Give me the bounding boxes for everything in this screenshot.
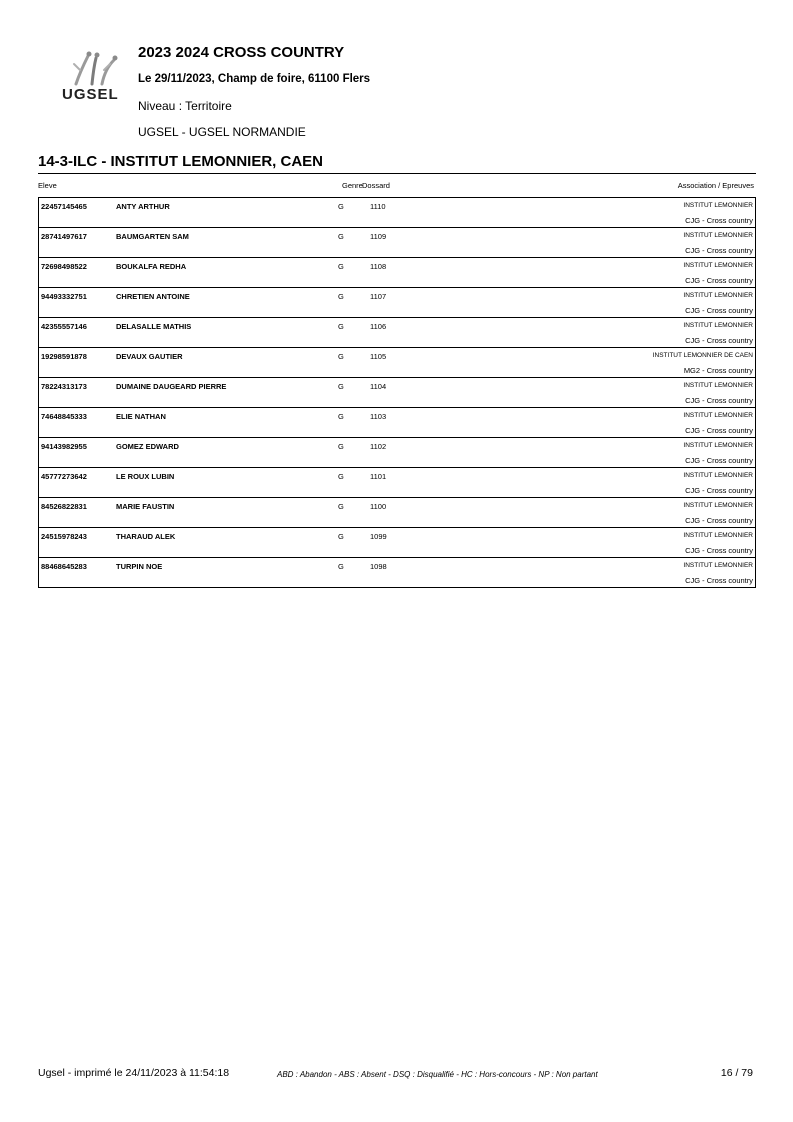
column-header — [38, 173, 756, 193]
organization: UGSEL - UGSEL NORMANDIE — [138, 125, 306, 139]
athlete-name: DELASALLE MATHIS — [116, 322, 192, 331]
athlete-name: LE ROUX LUBIN — [116, 472, 175, 481]
athlete-association: INSTITUT LEMONNIER DE CAEN — [652, 352, 753, 359]
logo-text: UGSEL — [62, 86, 119, 103]
table-row — [39, 258, 755, 288]
athlete-genre: G — [338, 352, 344, 361]
athlete-association: INSTITUT LEMONNIER — [683, 292, 753, 299]
athlete-dossard: 1106 — [370, 322, 387, 331]
athlete-name: MARIE FAUSTIN — [116, 502, 175, 511]
athlete-association: INSTITUT LEMONNIER — [683, 472, 753, 479]
athlete-association: INSTITUT LEMONNIER — [683, 412, 753, 419]
athlete-association: INSTITUT LEMONNIER — [683, 232, 753, 239]
athlete-id: 88468645283 — [41, 562, 87, 571]
athlete-genre: G — [338, 382, 344, 391]
athlete-genre: G — [338, 412, 344, 421]
athlete-id: 94493332751 — [41, 292, 87, 301]
athlete-epreuve: CJG - Cross country — [685, 576, 753, 585]
table-row — [39, 438, 755, 468]
athlete-epreuve: CJG - Cross country — [685, 216, 753, 225]
athlete-genre: G — [338, 202, 344, 211]
col-association: Association / Epreuves — [677, 181, 754, 190]
athlete-epreuve: CJG - Cross country — [685, 396, 753, 405]
athlete-dossard: 1102 — [370, 442, 387, 451]
athlete-dossard: 1099 — [370, 532, 387, 541]
athlete-dossard: 1098 — [370, 562, 387, 571]
table-row — [39, 558, 755, 587]
athlete-epreuve: CJG - Cross country — [685, 456, 753, 465]
table-row — [39, 468, 755, 498]
athlete-association: INSTITUT LEMONNIER — [683, 502, 753, 509]
runners-icon — [66, 50, 122, 86]
athlete-id: 78224313173 — [41, 382, 87, 391]
athlete-genre: G — [338, 472, 344, 481]
athlete-name: DEVAUX GAUTIER — [116, 352, 183, 361]
athlete-dossard: 1105 — [370, 352, 387, 361]
athlete-genre: G — [338, 292, 344, 301]
page-number: 16 / 79 — [720, 1067, 753, 1079]
athlete-epreuve: MG2 - Cross country — [683, 366, 753, 375]
table-row — [39, 498, 755, 528]
table-row — [39, 348, 755, 378]
athlete-association: INSTITUT LEMONNIER — [683, 562, 753, 569]
athlete-epreuve: CJG - Cross country — [685, 276, 753, 285]
athlete-genre: G — [338, 322, 344, 331]
athlete-dossard: 1109 — [370, 232, 387, 241]
athlete-dossard: 1103 — [370, 412, 387, 421]
document-title: 2023 2024 CROSS COUNTRY — [138, 44, 345, 61]
athlete-name: GOMEZ EDWARD — [116, 442, 179, 451]
athlete-epreuve: CJG - Cross country — [685, 246, 753, 255]
athlete-dossard: 1110 — [370, 202, 386, 211]
athlete-dossard: 1104 — [370, 382, 387, 391]
ugsel-logo — [60, 50, 128, 106]
col-eleve: Eleve — [38, 181, 57, 190]
athlete-dossard: 1107 — [370, 292, 387, 301]
table-row — [39, 288, 755, 318]
athlete-id: 45777273642 — [41, 472, 87, 481]
athlete-association: INSTITUT LEMONNIER — [683, 262, 753, 269]
athlete-name: CHRETIEN ANTOINE — [116, 292, 190, 301]
athlete-id: 72698498522 — [41, 262, 87, 271]
athlete-name: ELIE NATHAN — [116, 412, 166, 421]
athlete-association: INSTITUT LEMONNIER — [683, 532, 753, 539]
col-genre: Genre — [342, 181, 363, 190]
table-row — [39, 318, 755, 348]
athlete-association: INSTITUT LEMONNIER — [683, 442, 753, 449]
table-row — [39, 528, 755, 558]
athlete-epreuve: CJG - Cross country — [685, 516, 753, 525]
section-title: 14-3-ILC - INSTITUT LEMONNIER, CAEN — [38, 153, 324, 170]
table-row — [39, 378, 755, 408]
athlete-name: ANTY ARTHUR — [116, 202, 170, 211]
athlete-epreuve: CJG - Cross country — [685, 426, 753, 435]
athlete-genre: G — [338, 532, 344, 541]
table-row — [39, 198, 755, 228]
athlete-genre: G — [338, 562, 344, 571]
athlete-epreuve: CJG - Cross country — [685, 336, 753, 345]
athlete-id: 28741497617 — [41, 232, 87, 241]
athlete-epreuve: CJG - Cross country — [685, 486, 753, 495]
athlete-dossard: 1100 — [370, 502, 387, 511]
athlete-id: 24515978243 — [41, 532, 87, 541]
athlete-association: INSTITUT LEMONNIER — [683, 382, 753, 389]
event-level: Niveau : Territoire — [138, 99, 232, 113]
athlete-name: BOUKALFA REDHA — [116, 262, 187, 271]
athlete-id: 74648845333 — [41, 412, 87, 421]
footer-printed: Ugsel - imprimé le 24/11/2023 à 11:54:18 — [38, 1067, 230, 1079]
athlete-dossard: 1101 — [370, 472, 387, 481]
athlete-id: 42355557146 — [41, 322, 87, 331]
athlete-name: DUMAINE DAUGEARD PIERRE — [116, 382, 227, 391]
table-row — [39, 228, 755, 258]
athlete-epreuve: CJG - Cross country — [685, 306, 753, 315]
athlete-id: 94143982955 — [41, 442, 87, 451]
event-date-place: Le 29/11/2023, Champ de foire, 61100 Flers — [138, 73, 371, 85]
results-table — [38, 197, 756, 588]
col-dossard: Dossard — [362, 181, 390, 190]
athlete-genre: G — [338, 262, 344, 271]
table-row — [39, 408, 755, 438]
athlete-id: 22457145465 — [41, 202, 87, 211]
athlete-name: TURPIN NOE — [116, 562, 163, 571]
athlete-genre: G — [338, 232, 344, 241]
athlete-id: 84526822831 — [41, 502, 87, 511]
athlete-association: INSTITUT LEMONNIER — [683, 322, 753, 329]
athlete-genre: G — [338, 502, 344, 511]
athlete-id: 19298591878 — [41, 352, 87, 361]
athlete-dossard: 1108 — [370, 262, 387, 271]
athlete-name: THARAUD ALEK — [116, 532, 176, 541]
athlete-epreuve: CJG - Cross country — [685, 546, 753, 555]
athlete-genre: G — [338, 442, 344, 451]
athlete-association: INSTITUT LEMONNIER — [683, 202, 753, 209]
athlete-name: BAUMGARTEN SAM — [116, 232, 189, 241]
footer-legend: ABD : Abandon - ABS : Absent - DSQ : Disqualifié - HC : Hors-concours - NP : Non partant — [277, 1070, 598, 1079]
